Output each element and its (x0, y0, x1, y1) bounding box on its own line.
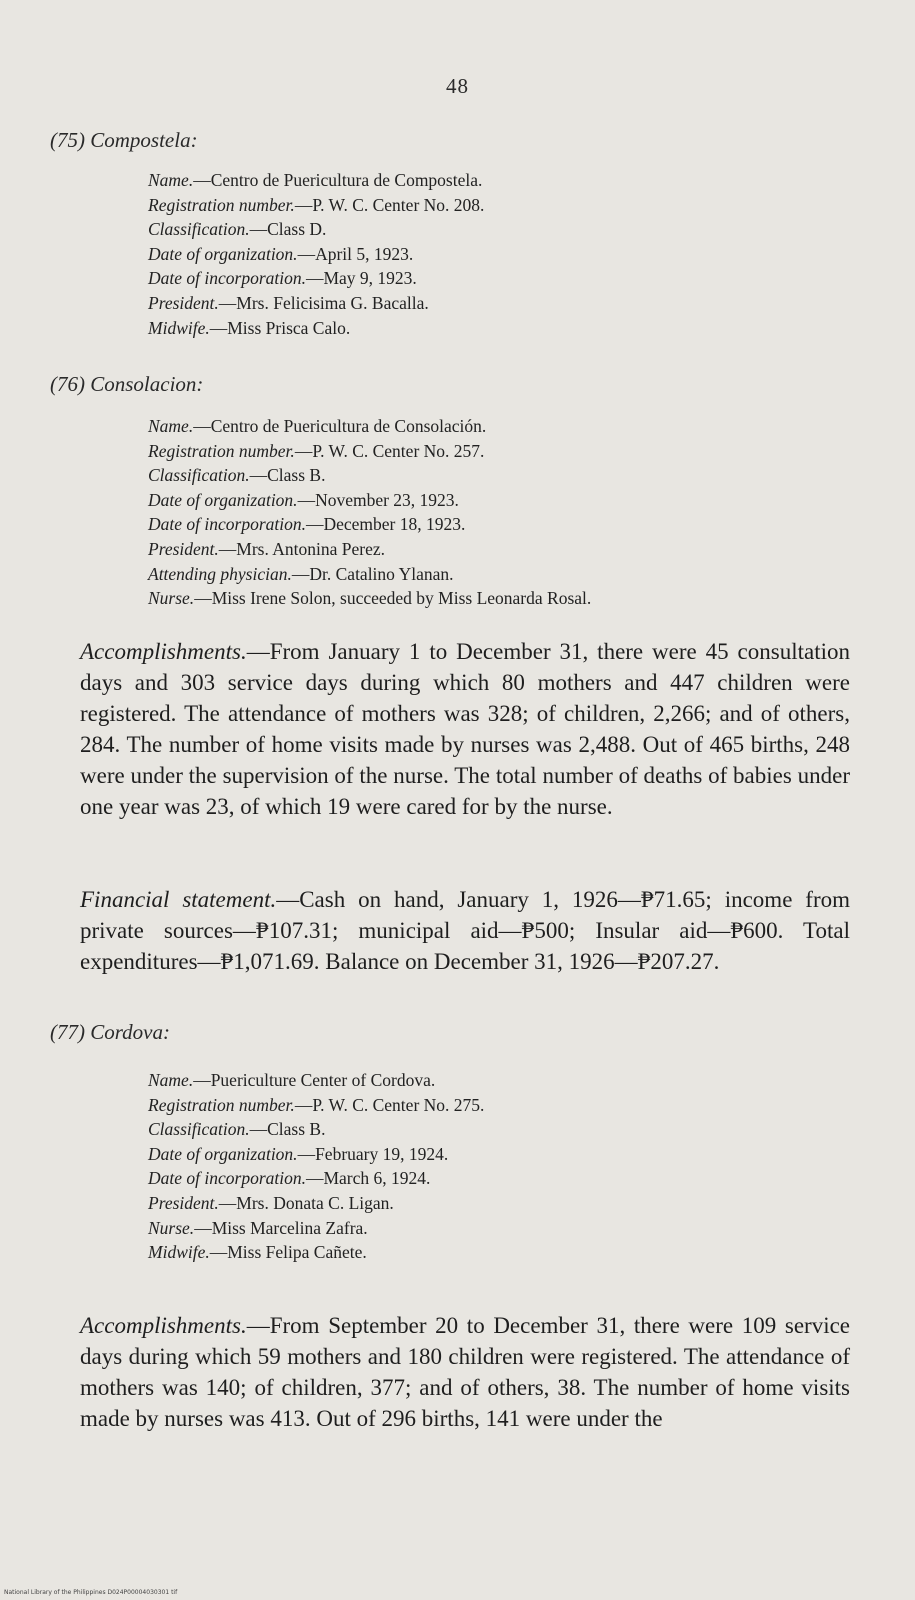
detail-value: —Miss Irene Solon, succeeded by Miss Leonarda Rosal. (194, 588, 592, 609)
paragraph-label: Financial statement. (80, 887, 277, 912)
detail-item (148, 193, 484, 218)
detail-value: —Puericulture Center of Cordova. (193, 1070, 436, 1090)
detail-item (148, 291, 484, 316)
detail-value: —Miss Felipa Cañete. (209, 1242, 367, 1263)
detail-label: Date of organization. (148, 489, 298, 510)
detail-value: —Centro de Puericultura de Consolación. (193, 416, 487, 436)
detail-value: —P. W. C. Center No. 208. (294, 194, 485, 215)
scan-footer-note: National Library of the Philippines D024P00004030301 tif (4, 1589, 178, 1596)
accomplishments-paragraph-consolacion (80, 636, 850, 822)
detail-label: Classification. (148, 465, 250, 486)
detail-item (148, 266, 484, 291)
paragraph-label: Accomplishments. (80, 639, 247, 664)
financial-statement-paragraph-consolacion (80, 884, 850, 977)
detail-label: Date of incorporation. (148, 514, 306, 535)
detail-label: President. (148, 1192, 219, 1213)
detail-label: Registration number. (148, 1094, 295, 1115)
details-consolacion (148, 414, 591, 611)
detail-label: Classification. (148, 1119, 250, 1140)
detail-value: —P. W. C. Center No. 275. (294, 1094, 485, 1115)
section-heading-compostela: (75) Compostela: (50, 128, 198, 152)
detail-value: —Mrs. Donata C. Ligan. (218, 1192, 394, 1213)
detail-value: —P. W. C. Center No. 257. (294, 440, 485, 461)
detail-label: Midwife. (148, 317, 210, 338)
page-number: 48 (446, 74, 469, 98)
detail-label: Nurse. (148, 1217, 195, 1238)
detail-label: Registration number. (148, 194, 295, 215)
detail-item (148, 463, 591, 488)
detail-value: —Miss Prisca Calo. (209, 317, 351, 338)
detail-value: —Miss Marcelina Zafra. (194, 1217, 368, 1238)
detail-item (148, 242, 484, 267)
detail-item (148, 512, 591, 537)
detail-label: Name. (148, 416, 194, 436)
detail-item (148, 1142, 484, 1167)
details-cordova (148, 1068, 484, 1265)
detail-value: —May 9, 1923. (305, 268, 417, 289)
detail-item (148, 1166, 484, 1191)
detail-item (148, 488, 591, 513)
details-compostela (148, 168, 484, 340)
detail-value: —Class D. (249, 219, 327, 240)
detail-label: Date of organization. (148, 243, 298, 264)
detail-item (148, 1191, 484, 1216)
detail-value: —Dr. Catalino Ylanan. (291, 563, 454, 584)
detail-item (148, 586, 591, 611)
detail-label: Registration number. (148, 440, 295, 461)
detail-label: Name. (148, 170, 194, 190)
detail-value: —February 19, 1924. (297, 1143, 449, 1164)
detail-label: President. (148, 538, 219, 559)
detail-item (148, 562, 591, 587)
detail-value: —April 5, 1923. (297, 243, 414, 264)
section-heading-consolacion: (76) Consolacion: (50, 372, 204, 396)
detail-value: —Centro de Puericultura de Compostela. (193, 170, 483, 190)
detail-item (148, 316, 484, 341)
detail-label: Midwife. (148, 1242, 210, 1263)
detail-value: —Class B. (249, 465, 326, 486)
detail-label: Date of incorporation. (148, 1168, 306, 1189)
detail-item (148, 1240, 484, 1265)
accomplishments-paragraph-cordova (80, 1310, 850, 1434)
detail-item (148, 439, 591, 464)
paragraph-text: —Cash on hand, January 1, 1926—₱71.65; income from private sources—₱107.31; municipal aid—₱500; Insular aid—₱600. Total expenditures—₱1,071.69. Balance on December 31, 1926—₱207.27. (80, 887, 850, 974)
detail-item (148, 1216, 484, 1241)
detail-label: President. (148, 292, 219, 313)
detail-item (148, 1093, 484, 1118)
detail-label: Date of organization. (148, 1143, 298, 1164)
detail-label: Date of incorporation. (148, 268, 306, 289)
detail-value: —Mrs. Antonina Perez. (218, 538, 386, 559)
paragraph-label: Accomplishments. (80, 1313, 247, 1338)
detail-value: —December 18, 1923. (305, 514, 466, 535)
detail-value: —March 6, 1924. (305, 1168, 431, 1189)
detail-label: Classification. (148, 219, 250, 240)
section-heading-cordova: (77) Cordova: (50, 1020, 170, 1044)
detail-item (148, 1117, 484, 1142)
detail-label: Name. (148, 1070, 194, 1090)
detail-item (148, 414, 591, 439)
detail-item (148, 168, 484, 193)
detail-item (148, 1068, 484, 1093)
detail-value: —Mrs. Felicisima G. Bacalla. (218, 292, 429, 313)
detail-item (148, 537, 591, 562)
detail-value: —November 23, 1923. (297, 489, 459, 510)
paragraph-text: —From September 20 to December 31, there were 109 service days during which 59 mothers and 180 children were registered. The attendance of mothers was 140; of children, 377; and of others, 38. The number of home visits made by nurses was 413. Out of 296 births, 141 were under the (80, 1313, 850, 1431)
detail-label: Attending physician. (148, 563, 292, 584)
detail-value: —Class B. (249, 1119, 326, 1140)
paragraph-text: —From January 1 to December 31, there were 45 consultation days and 303 service days during which 80 mothers and 447 children were registered. The attendance of mothers was 328; of children, 2,266; and of others, 284. The number of home visits made by nurses was 2,488. Out of 465 births, 248 were under the supervision of the nurse. The total number of deaths of babies under one year was 23, of which 19 were cared for by the nurse. (80, 639, 850, 819)
detail-label: Nurse. (148, 588, 195, 609)
detail-item (148, 217, 484, 242)
